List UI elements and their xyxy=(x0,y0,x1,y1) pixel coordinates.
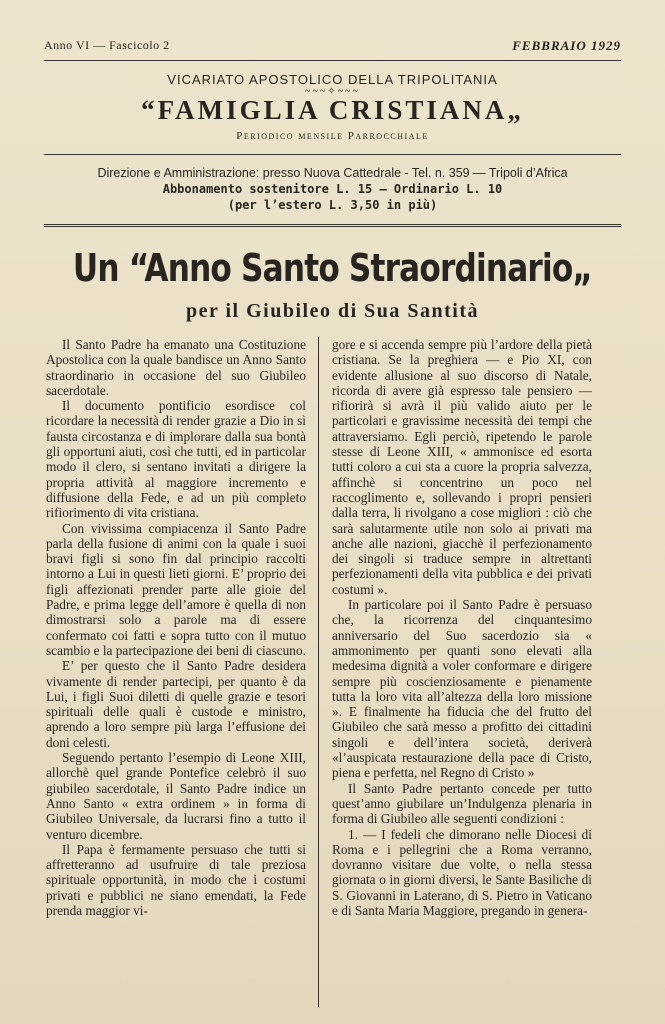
paragraph: In particolare poi il Santo Padre è persuaso che, la ricorrenza del cinquantesimo anniversario del Suo sacerdozio sia « ammonimento per quanti sono elevati alla medesima dignità a voler conformare e dirigere sempre più coscienziosamente e pienamente tutta la loro vita all’altezza della loro missione ». E finalmente ha fiducia che del frutto del Giubileo che sarà messo a profitto dei cittadini singoli e dell’intera società, deriverà «l’auspicata restaurazione della pace di Cristo, piena e perfetta, nel Regno di Cristo » xyxy=(332,597,592,781)
article-headline: Un “Anno Santo Straordinario„ xyxy=(72,246,593,290)
issue-date: FEBBRAIO 1929 xyxy=(512,38,621,53)
masthead-title: “FAMIGLIA CRISTIANA„ xyxy=(141,95,524,125)
paragraph: Il Santo Padre ha emanato una Costituzione Apostolica con la quale bandisce un Anno Santo straordinario in occasione del suo Giubileo sacerdotale. xyxy=(46,337,306,398)
article-body xyxy=(46,337,621,1007)
paragraph: Il Papa è fermamente persuaso che tutti si affretteranno ad usufruire di tale preziosa spirituale opportunità, in modo che i costumi privati e pubblici ne siano emendati, la Fede prenda maggior vi- xyxy=(46,841,306,918)
header-double-rule xyxy=(44,224,621,227)
direzione-line: Direzione e Amministrazione: presso Nuova Cattedrale - Tel. n. 359 — Tripoli d’Africa xyxy=(97,166,568,180)
paragraph: Seguendo pertanto l’esempio di Leone XIII, allorchè quel grande Pontefice celebrò il suo giubileo sacerdotale, il Santo Padre indice un Anno Santo « extra ordinem » in forma di Giubileo Universale, da lucrarsi fino a tutto il venturo dicembre. xyxy=(46,750,306,842)
column-divider xyxy=(318,337,319,1007)
top-rule xyxy=(44,60,621,61)
periodico-subtitle: Periodico mensile Parrocchiale xyxy=(236,130,429,142)
left-column xyxy=(46,337,306,1007)
issue-number: Anno VI — Fascicolo 2 xyxy=(44,38,170,52)
ornament: ~~~✧~~~ xyxy=(305,86,360,97)
issue-line xyxy=(44,38,621,54)
vicariato-heading: VICARIATO APOSTOLICO DELLA TRIPOLITANIA xyxy=(167,72,498,87)
estero-line: (per l’estero L. 3,50 in più) xyxy=(227,198,438,212)
article-subheadline: per il Giubileo di Sua Santità xyxy=(185,300,480,322)
paragraph: Con vivissima compiacenza il Santo Padre parla della fusione di animi con la quale i suoi bravi figli si sono fin dal principio raccolti intorno a Lui in questi lieti giorni. E’ proprio dei figli affezionati prender parte alle gioie del Padre, e prima legge dell’amore è quella di non dimostrarsi solo a parole ma di essere confermato coi fatti e sopra tutto con il mutuo scambio e la partecipazione dei beni di ciascuno. xyxy=(46,520,306,658)
abbonamento-line: Abbonamento sostenitore L. 15 — Ordinario L. 10 xyxy=(162,182,503,196)
paragraph: Il documento pontificio esordisce col ricordare la necessità di render grazie a Dio in sì fausta circostanza e di implorare dalla sua bontà gli opportuni aiuti, così che tutti, ed in particolar modo il clero, si sentano invitati a dirigere la propria attività al maggiore incremento e diffusione della Fede, e ad un più completo rifiorimento di vita cristiana. xyxy=(46,398,306,521)
paragraph: E’ per questo che il Santo Padre desidera vivamente di render partecipi, per quanto è da Lui, i figli Suoi diletti di quelle grazie e tesori spirituali delle quali è custode e ministro, aprendo a loro sempre più larga l’effusione dei doni celesti. xyxy=(46,658,306,750)
paragraph: gore e si accenda sempre più l’ardore della pietà cristiana. Se la preghiera — e Pio XI, con evidente allusione al suo discorso di Natale, ricorda di avere già espresso tale pensiero — rifiorirà si avrà il più valido aiuto per le particolari e gravissime necessità dei tempi che attraversiamo. Egli perciò, ripetendo le parole stesse di Leone XIII, « ammonisce ed esorta tutti coloro a cui sta a cuore la propria salvezza, affinchè si concentrino un poco nel raccoglimento e, sollevando i propri pensieri dalla terra, li rivolgano a cose migliori : ciò che sarà salutarmente utile non solo ai privati ma anche alle nazioni, giacchè il perfezionamento dei singoli si traduce sempre in altrettanti perfezionamenti della vita pubblica e dei privati costumi ». xyxy=(332,337,592,597)
paragraph: 1. — I fedeli che dimorano nelle Diocesi di Roma e i pellegrini che a Roma verranno, dovranno visitare due volte, o nella stessa giornata o in giorni diversi, le Sante Basiliche di S. Giovanni in Laterano, di S. Pietro in Vaticano e di Santa Maria Maggiore, pregando in genera- xyxy=(332,826,592,918)
paragraph: Il Santo Padre pertanto concede per tutto quest’anno giubilare un’Indulgenza plenaria in forma di Giubileo alle seguenti condizioni : xyxy=(332,780,592,827)
masthead-rule xyxy=(44,154,621,155)
right-column xyxy=(332,337,592,1007)
